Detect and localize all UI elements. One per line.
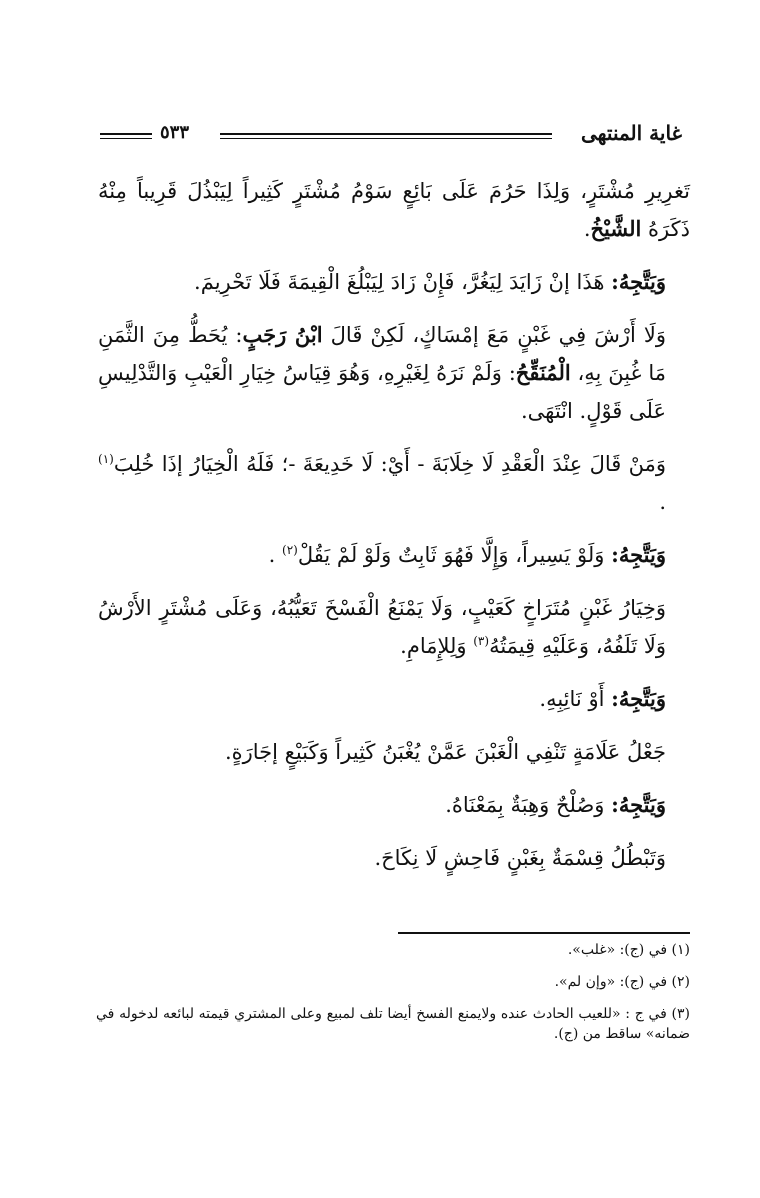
paragraph-8 (98, 733, 690, 771)
paragraph-1-text: تَغرِيرِ مُشْتَرٍ، وَلِذَا حَرُمَ عَلَى بَائِعٍ سَوْمُ مُشْتَرٍ كَثِيراً لِيَبْذُلَ قَرِيباً مِنْهُ ذَكَرَهُ (98, 179, 690, 241)
paragraph-2 (98, 263, 690, 301)
footnotes (96, 940, 690, 1044)
header-rule-right (220, 133, 552, 139)
paragraph-3-keyword-b: الْمُنَقِّحُ (515, 360, 571, 385)
paragraph-7-keyword: وَيَتَّجِهُ: (611, 686, 666, 711)
running-header (100, 120, 682, 152)
paragraph-1-keyword: الشَّيْخُ (590, 216, 642, 241)
paragraph-9 (98, 786, 690, 824)
footnote-ref-2: (٢) (282, 543, 298, 557)
paragraph-7 (98, 680, 690, 718)
paragraph-10-text: وَتَبْطُلُ قِسْمَةٌ بِغَبْنٍ فَاحِشٍ لَا نِكَاحَ. (374, 846, 666, 870)
footnote-separator (398, 932, 690, 934)
paragraph-5-tail: . (268, 543, 276, 567)
book-title: غاية المنتهى (581, 121, 682, 145)
paragraph-3-text-a: وَلَا أَرْشَ فِي غَبْنٍ مَعَ إمْسَاكٍ، لَكِنْ قَالَ (330, 323, 666, 347)
paragraph-8-text: جَعْلُ عَلَامَةٍ تَنْفِي الْغَبْنَ عَمَّنْ يُغْبَنُ كَثِيراً وَكَبَيْعٍ إجَارَةٍ. (224, 740, 666, 764)
footnote-3: (٣) في ج : «للعيب الحادث عنده ولايمنع الفسخ أيضا تلف لمبيع وعلى المشتري قيمته لبائعه لدخوله في ضمانه» ساقط من (ج). (96, 1006, 690, 1042)
paragraph-3-keyword-a: ابْنُ رَجَبٍ (242, 322, 323, 347)
paragraph-2-keyword: وَيَتَّجِهُ: (611, 269, 666, 294)
footnote-ref-1: (١) (98, 452, 114, 466)
paragraph-9-keyword: وَيَتَّجِهُ: (611, 792, 666, 817)
paragraph-5 (98, 536, 690, 574)
main-text (98, 172, 690, 877)
paragraph-4-tail: . (659, 490, 666, 514)
paragraph-10 (98, 839, 690, 877)
paragraph-6-tail: وَلِلإِمَامِ. (400, 634, 467, 658)
paragraph-5-keyword: وَيَتَّجِهُ: (611, 542, 666, 567)
paragraph-1-tail: . (583, 217, 591, 241)
paragraph-4-text: وَمَنْ قَالَ عِنْدَ الْعَقْدِ لَا خِلَابَةَ - أَيْ: لَا خَدِيعَةَ -؛ فَلَهُ الْخِيَارُ إذَا خُلِبَ (113, 452, 666, 476)
footnote-ref-3: (٣) (473, 634, 490, 648)
paragraph-3 (98, 316, 690, 430)
paragraph-1 (98, 172, 690, 248)
paragraph-5-text: وَلَوْ يَسِيراً، وَإِلَّا فَهُوَ ثَابِتٌ وَلَوْ لَمْ يَقُلْ (297, 543, 605, 567)
paragraph-2-text: هَذَا إنْ زَايَدَ لِيَغُرَّ، فَإِنْ زَادَ لِيَبْلُغَ الْقِيمَةَ فَلَا تَحْرِيمَ. (194, 270, 605, 294)
header-rule-left (100, 133, 152, 139)
paragraph-6 (98, 589, 690, 665)
paragraph-3-text-b: : يُحَطُّ مِنَ الثَّمَنِ مَا غُبِنَ بِهِ، (98, 323, 666, 385)
paragraph-7-text: أَوْ نَائِبِهِ. (539, 687, 605, 711)
page-number: ٥٣٣ (160, 122, 190, 143)
paragraph-4 (98, 445, 690, 521)
paragraph-3-text-c: : وَلَمْ نَرَهُ لِغَيْرِهِ، وَهُوَ قِيَاسُ خِيَارِ الْعَيْبِ وَالتَّدْلِيسِ عَلَى قَوْلٍ. انْتَهَى. (98, 361, 666, 423)
footnote-2: (٢) في (ج): «وإن لم». (554, 974, 690, 990)
footnote-1: (١) في (ج): «غلب». (567, 942, 690, 958)
paragraph-6-text: وَخِيَارُ غَبْنٍ مُتَرَاخٍ كَعَيْبٍ، وَلَا يَمْنَعُ الْفَسْخَ تَعَيُّبُهُ، وَعَلَى مُشْتَرٍ الأَرْشُ وَلَا تَلَفُهُ، وَعَلَيْهِ قِيمَتُهُ (98, 596, 666, 658)
paragraph-9-text: وَصُلْحٌ وَهِبَةٌ بِمَعْنَاهُ. (445, 793, 605, 817)
